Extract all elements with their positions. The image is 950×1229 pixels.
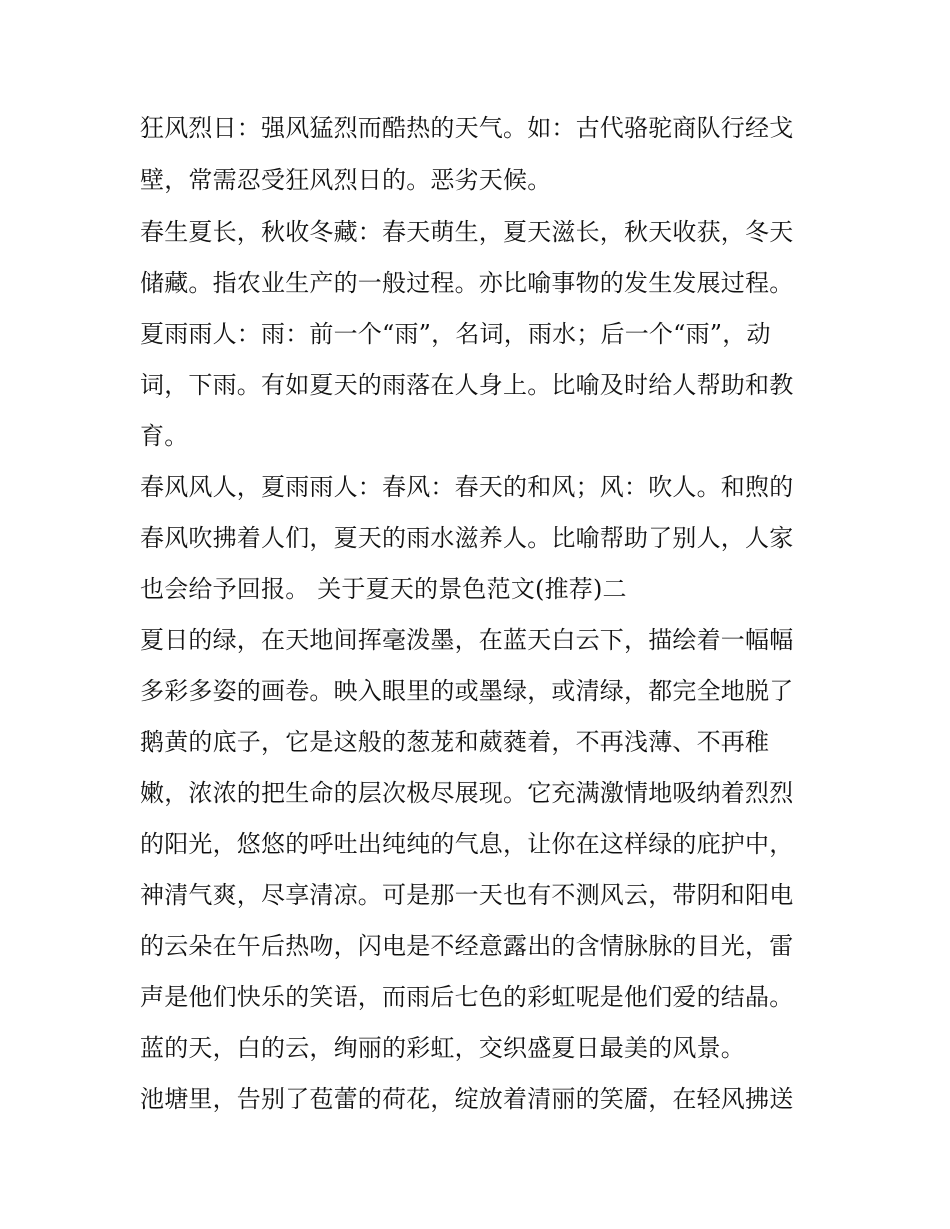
text-line: 也会给予回报。 关于夏天的景色范文(推荐)二 (140, 575, 627, 603)
text-line: 嫩，浓浓的把生命的层次极尽展现。它充满激情地吸纳着烈烈 (140, 779, 794, 807)
text-line: 夏雨雨人：雨：前一个“雨”，名词，雨水；后一个“雨”，动 (140, 320, 771, 348)
text-line: 声是他们快乐的笑语，而雨后七色的彩虹呢是他们爱的结晶。 (140, 983, 794, 1011)
text-line: 壁，常需忍受狂风烈日的。恶劣天候。 (140, 166, 552, 194)
text-line: 狂风烈日：强风猛烈而酷热的天气。如：古代骆驼商队行经戈 (140, 114, 794, 142)
text-line: 的阳光，悠悠的呼吐出纯纯的气息，让你在这样绿的庇护中， (140, 830, 794, 858)
text-line: 鹅黄的底子，它是这般的葱茏和葳蕤着，不再浅薄、不再稚 (140, 728, 770, 756)
text-line: 春风风人，夏雨雨人：春风：春天的和风；风：吹人。和煦的 (140, 473, 794, 501)
text-line: 的云朵在午后热吻，闪电是不经意露出的含情脉脉的目光，雷 (140, 932, 794, 960)
text-line: 蓝的天，白的云，绚丽的彩虹，交织盛夏日最美的风景。 (140, 1034, 745, 1062)
text-line: 池塘里，告别了苞蕾的荷花，绽放着清丽的笑靥，在轻风拂送 (140, 1085, 794, 1113)
text-line: 夏日的绿，在天地间挥毫泼墨，在蓝天白云下，描绘着一幅幅 (140, 626, 794, 654)
text-line: 育。 (140, 422, 189, 450)
text-line: 神清气爽，尽享清凉。可是那一天也有不测风云，带阴和阳电 (140, 881, 794, 909)
text-line: 春生夏长，秋收冬藏：春天萌生，夏天滋长，秋天收获，冬天 (140, 218, 794, 246)
text-line: 词，下雨。有如夏天的雨落在人身上。比喻及时给人帮助和教 (140, 371, 794, 399)
text-line: 储藏。指农业生产的一般过程。亦比喻事物的发生发展过程。 (140, 269, 794, 297)
text-line: 春风吹拂着人们，夏天的雨水滋养人。比喻帮助了别人，人家 (140, 524, 794, 552)
text-line: 多彩多姿的画卷。映入眼里的或墨绿，或清绿，都完全地脱了 (140, 677, 794, 705)
